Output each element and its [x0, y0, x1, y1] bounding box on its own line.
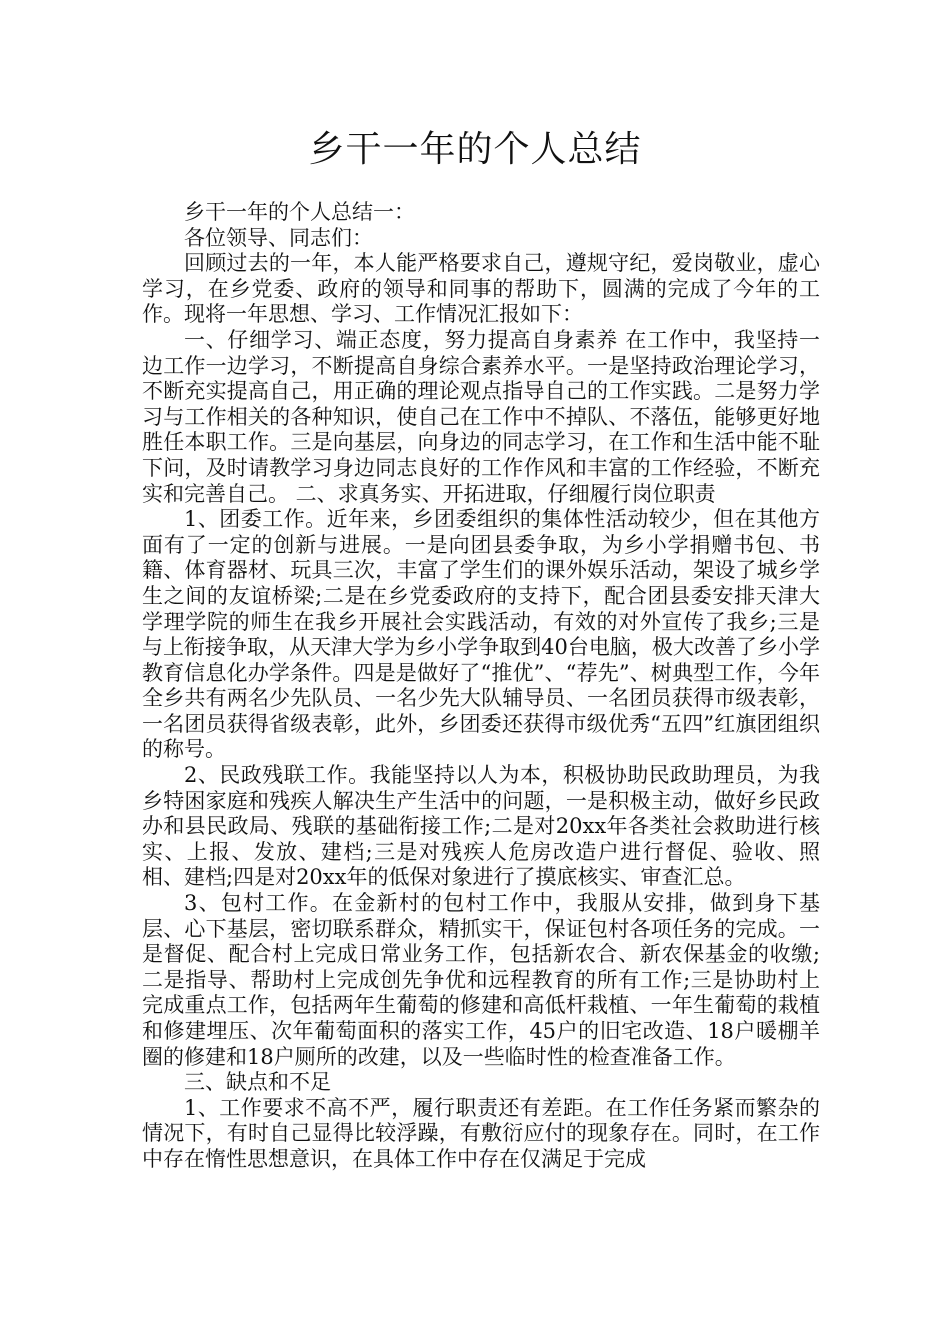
- paragraph-intro: 回顾过去的一年，本人能严格要求自己，遵规守纪，爱岗敬业，虚心学习，在乡党委、政府的领导和同事的帮助下，圆满的完成了今年的工作。现将一年思想、学习、工作情况汇报如下：: [142, 251, 820, 327]
- paragraph-shortcoming-1: 1、工作要求不高不严，履行职责还有差距。在工作任务紧而繁杂的情况下，有时自己显得比较浮躁，有敷衍应付的现象存在。同时，在工作中存在惰性思想意识，在具体工作中存在仅满足于完成: [142, 1095, 820, 1171]
- document-body: [142, 200, 820, 1173]
- paragraph-village-work: 3、包村工作。在金新村的包村工作中，我服从安排，做到身下基层、心下基层，密切联系群众，精抓实干，保证包村各项任务的完成。一是督促、配合村上完成日常业务工作，包括新农合、新农保基金的收缴;二是指导、帮助村上完成创先争优和远程教育的所有工作;三是协助村上完成重点工作，包括两年生葡萄的修建和高低杆栽植、一年生葡萄的栽植和修建埋压、次年葡萄面积的落实工作，45户的旧宅改造、18户暖棚羊圈的修建和18户厕所的改建，以及一些临时性的检查准备工作。: [142, 891, 820, 1069]
- paragraph-youth-league: 1、团委工作。近年来，乡团委组织的集体性活动较少，但在其他方面有了一定的创新与进展。一是向团县委争取，为乡小学捐赠书包、书籍、体育器材、玩具三次，丰富了学生们的课外娱乐活动，架设了城乡学生之间的友谊桥梁;二是在乡党委政府的支持下，配合团县委安排天津大学理学院的师生在我乡开展社会实践活动，有效的对外宣传了我乡;三是与上衔接争取，从天津大学为乡小学争取到40台电脑，极大改善了乡小学教育信息化办学条件。四是是做好了“推优”、“荐先”、树典型工作，今年全乡共有两名少先队员、一名少先大队辅导员、一名团员获得市级表彰，一名团员获得省级表彰，此外，乡团委还获得市级优秀“五四”红旗团组织的称号。: [142, 507, 820, 762]
- document-title: 乡干一年的个人总结: [308, 129, 642, 170]
- paragraph-civil-affairs: 2、民政残联工作。我能坚持以人为本，积极协助民政助理员，为我乡特困家庭和残疾人解决生产生活中的问题，一是积极主动，做好乡民政办和县民政局、残联的基础衔接工作;二是对20xx年各类社会救助进行核实、上报、发放、建档;三是对残疾人危房改造户进行督促、验收、照相、建档;四是对20xx年的低保对象进行了摸底核实、审查汇总。: [142, 763, 820, 890]
- paragraph-shortcomings-heading: 三、缺点和不足: [184, 1070, 331, 1095]
- paragraph-study: 一、仔细学习、端正态度，努力提高自身素养 在工作中，我坚持一边工作一边学习，不断提高自身综合素养水平。一是坚持政治理论学习，不断充实提高自己，用正确的理论观点指导自己的工作实践。二是努力学习与工作相关的各种知识，使自己在工作中不掉队、不落伍，能够更好地胜任本职工作。三是向基层，向身边的同志学习，在工作和生活中能不耻下问，及时请教学习身边同志良好的工作作风和丰富的工作经验，不断充实和完善自己。 二、求真务实、开拓进取，仔细履行岗位职责: [142, 327, 820, 506]
- paragraph-salutation: 各位领导、同志们：: [184, 225, 373, 250]
- paragraph-heading: 乡干一年的个人总结一：: [184, 200, 415, 224]
